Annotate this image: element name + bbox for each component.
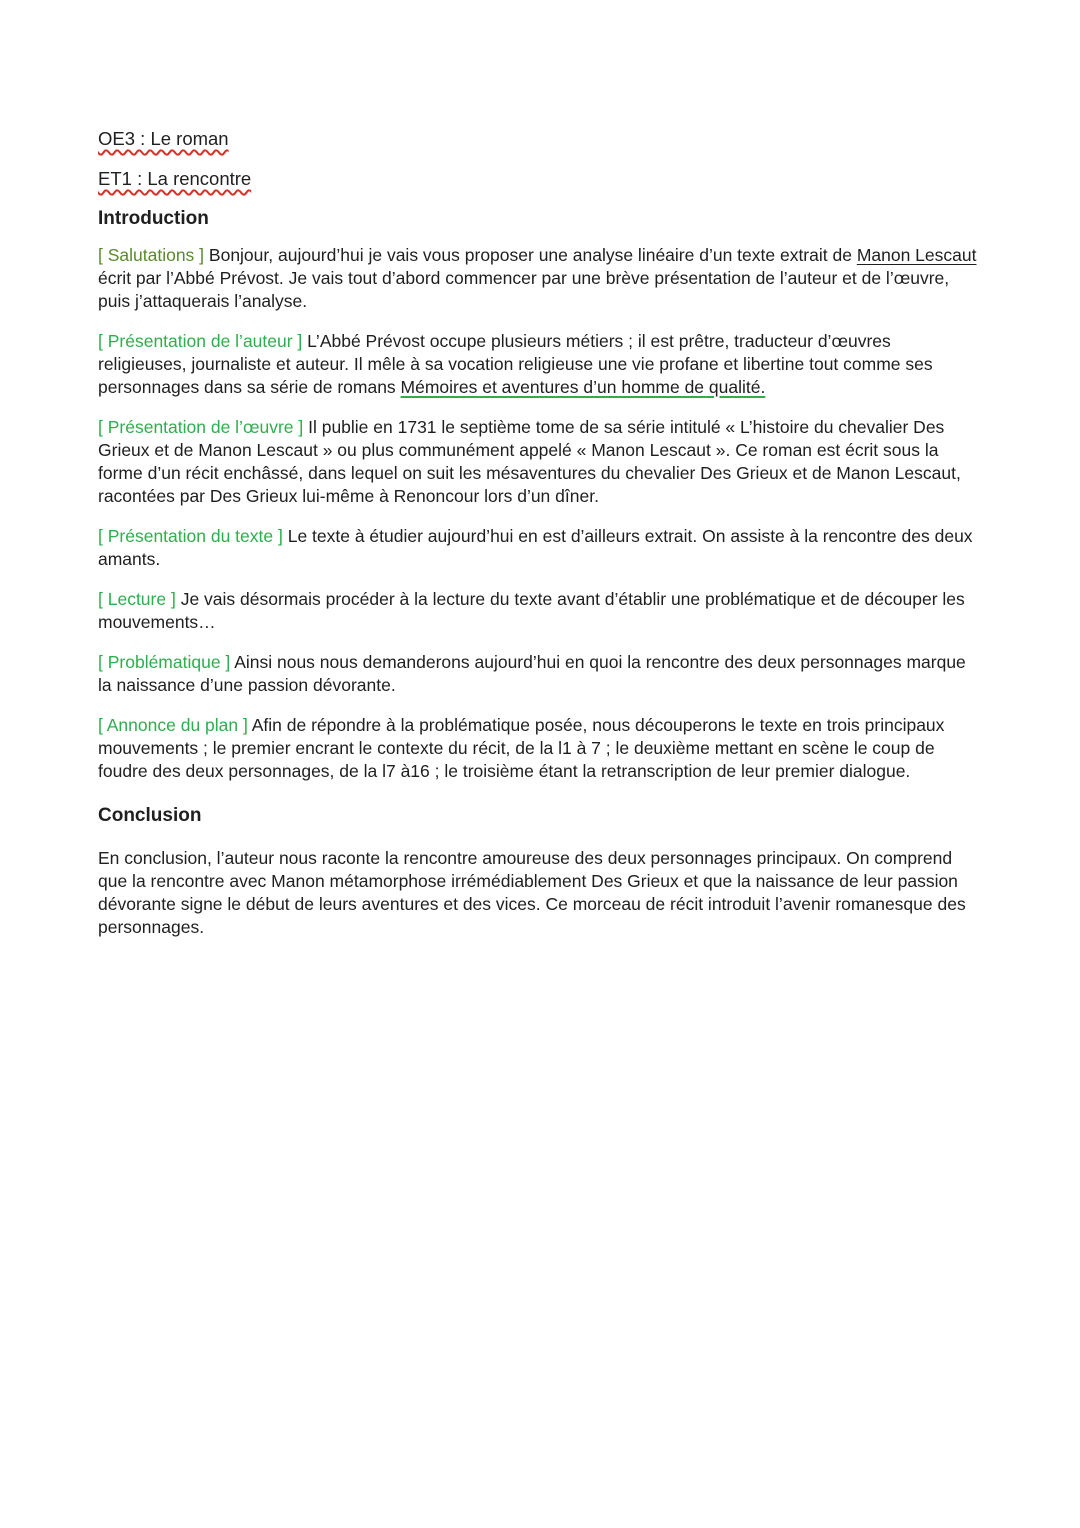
lecture-paragraph [98,588,982,634]
lecture-text: Je vais désormais procéder à la lecture du texte avant d’établir une problématique et de découper les mouvements… [98,589,965,632]
work-title-manon-lescaut: Manon Lescaut [856,245,977,265]
texte-paragraph [98,525,982,571]
oeuvre-paragraph [98,416,982,508]
work-title-memoires: Mémoires et aventures d’un homme de qualité. [400,377,766,397]
lesson-heading [98,166,982,192]
plan-tag: [ Annonce du plan ] [98,715,248,735]
problematique-text: Ainsi nous nous demanderons aujourd’hui en quoi la rencontre des deux personnages marque la naissance d’une passion dévorante. [98,652,966,695]
texte-text: Le texte à étudier aujourd’hui en est d’ailleurs extrait. On assiste à la rencontre des deux amants. [98,526,973,569]
problematique-paragraph [98,651,982,697]
course-heading [98,126,982,152]
introduction-title: Introduction [98,208,209,229]
oeuvre-tag: [ Présentation de l’œuvre ] [98,417,304,437]
auteur-paragraph [98,330,982,399]
auteur-text: L’Abbé Prévost occupe plusieurs métiers ; il est prêtre, traducteur d’œuvres religieuses, journaliste et auteur. Il mêle à sa vocation religieuse une vie profane et libertine tout comme ses personnages dans sa série de romans [98,331,933,397]
salutations-tag: [ Salutations ] [98,245,205,265]
document-page [98,126,982,956]
course-heading-text: OE3 : Le roman [98,128,229,149]
conclusion-paragraph: En conclusion, l’auteur nous raconte la rencontre amoureuse des deux personnages principaux. On comprend que la rencontre avec Manon métamorphose irrémédiablement Des Grieux et que la naissance de leur passion dévorante signe le début de leurs aventures et des vices. Ce morceau de récit introduit l’avenir romanesque des personnages. [98,848,966,937]
lesson-heading-text: ET1 : La rencontre [98,168,252,189]
plan-text: Afin de répondre à la problématique posée, nous découperons le texte en trois principaux mouvements ; le premier encrant le contexte du récit, de la l1 à 7 ; le deuxième mettant en scène le coup de foudre des deux personnages, de la l7 à16 ; le troisième étant la retranscription de leur premier dialogue. [98,715,945,781]
conclusion-title: Conclusion [98,805,202,826]
plan-paragraph [98,714,982,783]
auteur-tag: [ Présentation de l’auteur ] [98,331,303,351]
salutations-paragraph [98,244,982,313]
oeuvre-text: Il publie en 1731 le septième tome de sa série intitulé « L’histoire du chevalier Des Grieux et de Manon Lescaut » ou plus communément appelé « Manon Lescaut ». Ce roman est écrit sous la forme d’un récit enchâssé, dans lequel on suit les mésaventures du chevalier Des Grieux et de Manon Lescaut, racontées par Des Grieux lui-même à Renoncour lors d’un dîner. [98,417,961,506]
salutations-text-before: Bonjour, aujourd’hui je vais vous proposer une analyse linéaire d’un texte extrait de [204,245,857,265]
problematique-tag: [ Problématique ] [98,652,231,672]
salutations-text-after: écrit par l’Abbé Prévost. Je vais tout d’abord commencer par une brève présentation de l’auteur et de l’œuvre, puis j’attaquerais l’analyse. [98,268,950,311]
texte-tag: [ Présentation du texte ] [98,526,283,546]
lecture-tag: [ Lecture ] [98,589,176,609]
